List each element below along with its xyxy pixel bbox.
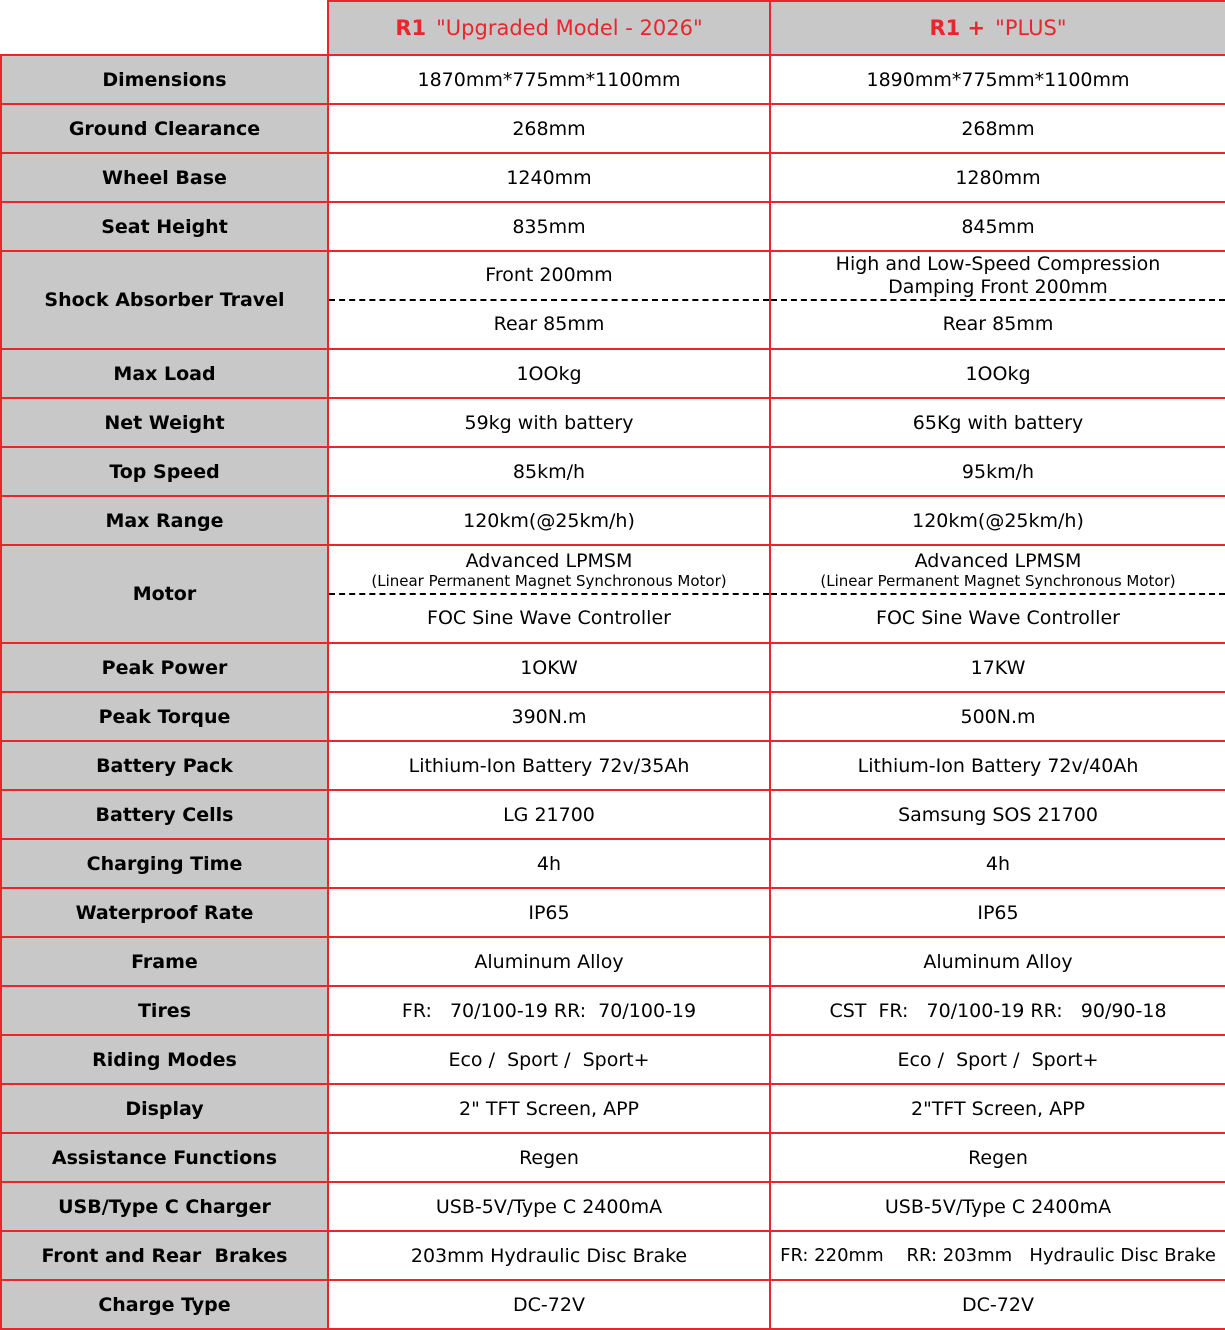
motor-type-r1: [329, 546, 769, 595]
spec-label: Battery Pack: [1, 741, 328, 790]
spec-label: Charging Time: [1, 839, 328, 888]
spec-label: Peak Torque: [1, 692, 328, 741]
motor-controller-r1-text: FOC Sine Wave Controller: [427, 607, 671, 630]
plus-model-code: R1 +: [929, 16, 986, 40]
spec-label: Top Speed: [1, 447, 328, 496]
spec-label: Motor: [1, 545, 328, 643]
spec-value-plus: 500N.m: [770, 692, 1225, 741]
motor-note-plus: (Linear Permanent Magnet Synchronous Motor): [820, 571, 1176, 590]
row-charge-type: [1, 1280, 1225, 1329]
row-battery-pack: [1, 741, 1225, 790]
row-assistance-functions: [1, 1133, 1225, 1182]
shock-rear-r1: [329, 301, 769, 348]
header-plus-model: [770, 1, 1225, 55]
spec-label: Max Load: [1, 349, 328, 398]
row-waterproof-rate: [1, 888, 1225, 937]
spec-label: Front and Rear Brakes: [1, 1231, 328, 1280]
motor-type-r1-text: Advanced LPMSM: [465, 549, 633, 572]
spec-value-plus: 17KW: [770, 643, 1225, 692]
row-ground-clearance: [1, 104, 1225, 153]
spec-label: Shock Absorber Travel: [1, 251, 328, 349]
spec-label: Ground Clearance: [1, 104, 328, 153]
header-r1-model: [328, 1, 770, 55]
spec-value-r1: Regen: [328, 1133, 770, 1182]
motor-note-r1: (Linear Permanent Magnet Synchronous Motor): [371, 571, 727, 590]
shock-rear-r1-text: Rear 85mm: [493, 313, 605, 336]
spec-label: Charge Type: [1, 1280, 328, 1329]
spec-value-r1: 59kg with battery: [328, 398, 770, 447]
header-corner-cell: [1, 1, 328, 55]
row-max-range: [1, 496, 1225, 545]
spec-value-plus: Aluminum Alloy: [770, 937, 1225, 986]
row-brakes: [1, 1231, 1225, 1280]
spec-value-plus: Regen: [770, 1133, 1225, 1182]
row-peak-torque: [1, 692, 1225, 741]
spec-value-plus: Lithium-Ion Battery 72v/40Ah: [770, 741, 1225, 790]
spec-value-r1: 1OKW: [328, 643, 770, 692]
spec-label: Display: [1, 1084, 328, 1133]
shock-front-plus: [771, 252, 1225, 301]
spec-value-r1: 85km/h: [328, 447, 770, 496]
row-shock-absorber-travel: [1, 251, 1225, 349]
spec-value-plus: [770, 251, 1225, 349]
row-battery-cells: [1, 790, 1225, 839]
spec-value-plus: 65Kg with battery: [770, 398, 1225, 447]
spec-value-r1: [328, 545, 770, 643]
spec-value-r1: 1OOkg: [328, 349, 770, 398]
row-net-weight: [1, 398, 1225, 447]
spec-value-r1: LG 21700: [328, 790, 770, 839]
spec-value-r1: Aluminum Alloy: [328, 937, 770, 986]
row-tires: [1, 986, 1225, 1035]
spec-value-r1: IP65: [328, 888, 770, 937]
spec-value-plus: USB-5V/Type C 2400mA: [770, 1182, 1225, 1231]
row-max-load: [1, 349, 1225, 398]
spec-value-r1: 203mm Hydraulic Disc Brake: [328, 1231, 770, 1280]
spec-value-plus: 845mm: [770, 202, 1225, 251]
spec-label: Seat Height: [1, 202, 328, 251]
table-header-row: [1, 1, 1225, 55]
spec-value-plus: 95km/h: [770, 447, 1225, 496]
shock-front-plus-line1: High and Low-Speed Compression: [835, 252, 1161, 275]
motor-controller-r1: [329, 595, 769, 642]
spec-label: Net Weight: [1, 398, 328, 447]
spec-value-r1: 120km(@25km/h): [328, 496, 770, 545]
spec-label: Tires: [1, 986, 328, 1035]
spec-value-r1: USB-5V/Type C 2400mA: [328, 1182, 770, 1231]
spec-value-plus: Samsung SOS 21700: [770, 790, 1225, 839]
spec-value-r1: DC-72V: [328, 1280, 770, 1329]
motor-controller-plus-text: FOC Sine Wave Controller: [876, 607, 1120, 630]
spec-value-r1: 390N.m: [328, 692, 770, 741]
spec-value-plus: 268mm: [770, 104, 1225, 153]
spec-value-r1: 1240mm: [328, 153, 770, 202]
spec-value-plus: CST FR: 70/100-19 RR: 90/90-18: [770, 986, 1225, 1035]
row-seat-height: [1, 202, 1225, 251]
spec-value-r1: [328, 251, 770, 349]
row-peak-power: [1, 643, 1225, 692]
motor-type-plus-text: Advanced LPMSM: [914, 549, 1082, 572]
row-charging-time: [1, 839, 1225, 888]
spec-value-plus: Eco / Sport / Sport+: [770, 1035, 1225, 1084]
row-display: [1, 1084, 1225, 1133]
row-motor: [1, 545, 1225, 643]
spec-value-plus: 1890mm*775mm*1100mm: [770, 55, 1225, 104]
row-frame: [1, 937, 1225, 986]
spec-label: Peak Power: [1, 643, 328, 692]
row-usb-charger: [1, 1182, 1225, 1231]
spec-value-plus: 4h: [770, 839, 1225, 888]
spec-label: Wheel Base: [1, 153, 328, 202]
row-riding-modes: [1, 1035, 1225, 1084]
shock-front-r1-text: Front 200mm: [485, 264, 613, 287]
spec-label: Waterproof Rate: [1, 888, 328, 937]
spec-value-plus: DC-72V: [770, 1280, 1225, 1329]
spec-label: Dimensions: [1, 55, 328, 104]
r1-model-code: R1: [395, 16, 427, 40]
spec-label: Max Range: [1, 496, 328, 545]
spec-value-plus: 1OOkg: [770, 349, 1225, 398]
spec-value-plus: [770, 545, 1225, 643]
spec-value-r1: 4h: [328, 839, 770, 888]
shock-front-r1: [329, 252, 769, 301]
spec-label: Frame: [1, 937, 328, 986]
row-top-speed: [1, 447, 1225, 496]
spec-value-plus: FR: 220mm RR: 203mm Hydraulic Disc Brake: [770, 1231, 1225, 1280]
spec-value-r1: 2" TFT Screen, APP: [328, 1084, 770, 1133]
spec-label: USB/Type C Charger: [1, 1182, 328, 1231]
spec-value-r1: 835mm: [328, 202, 770, 251]
r1-model-name: "Upgraded Model - 2026": [436, 16, 703, 40]
spec-label: Assistance Functions: [1, 1133, 328, 1182]
spec-value-r1: Eco / Sport / Sport+: [328, 1035, 770, 1084]
spec-label: Battery Cells: [1, 790, 328, 839]
row-dimensions: [1, 55, 1225, 104]
spec-label: Riding Modes: [1, 1035, 328, 1084]
shock-rear-plus: [771, 301, 1225, 348]
motor-controller-plus: [771, 595, 1225, 642]
plus-model-name: "PLUS": [995, 16, 1067, 40]
spec-value-r1: 1870mm*775mm*1100mm: [328, 55, 770, 104]
spec-value-plus: 1280mm: [770, 153, 1225, 202]
spec-value-plus: 2"TFT Screen, APP: [770, 1084, 1225, 1133]
spec-value-r1: FR: 70/100-19 RR: 70/100-19: [328, 986, 770, 1035]
spec-value-plus: 120km(@25km/h): [770, 496, 1225, 545]
spec-value-r1: Lithium-Ion Battery 72v/35Ah: [328, 741, 770, 790]
spec-value-plus: IP65: [770, 888, 1225, 937]
spec-value-r1: 268mm: [328, 104, 770, 153]
motor-type-plus: [771, 546, 1225, 595]
shock-front-plus-line2: Damping Front 200mm: [888, 275, 1108, 298]
row-wheel-base: [1, 153, 1225, 202]
shock-rear-plus-text: Rear 85mm: [942, 313, 1054, 336]
